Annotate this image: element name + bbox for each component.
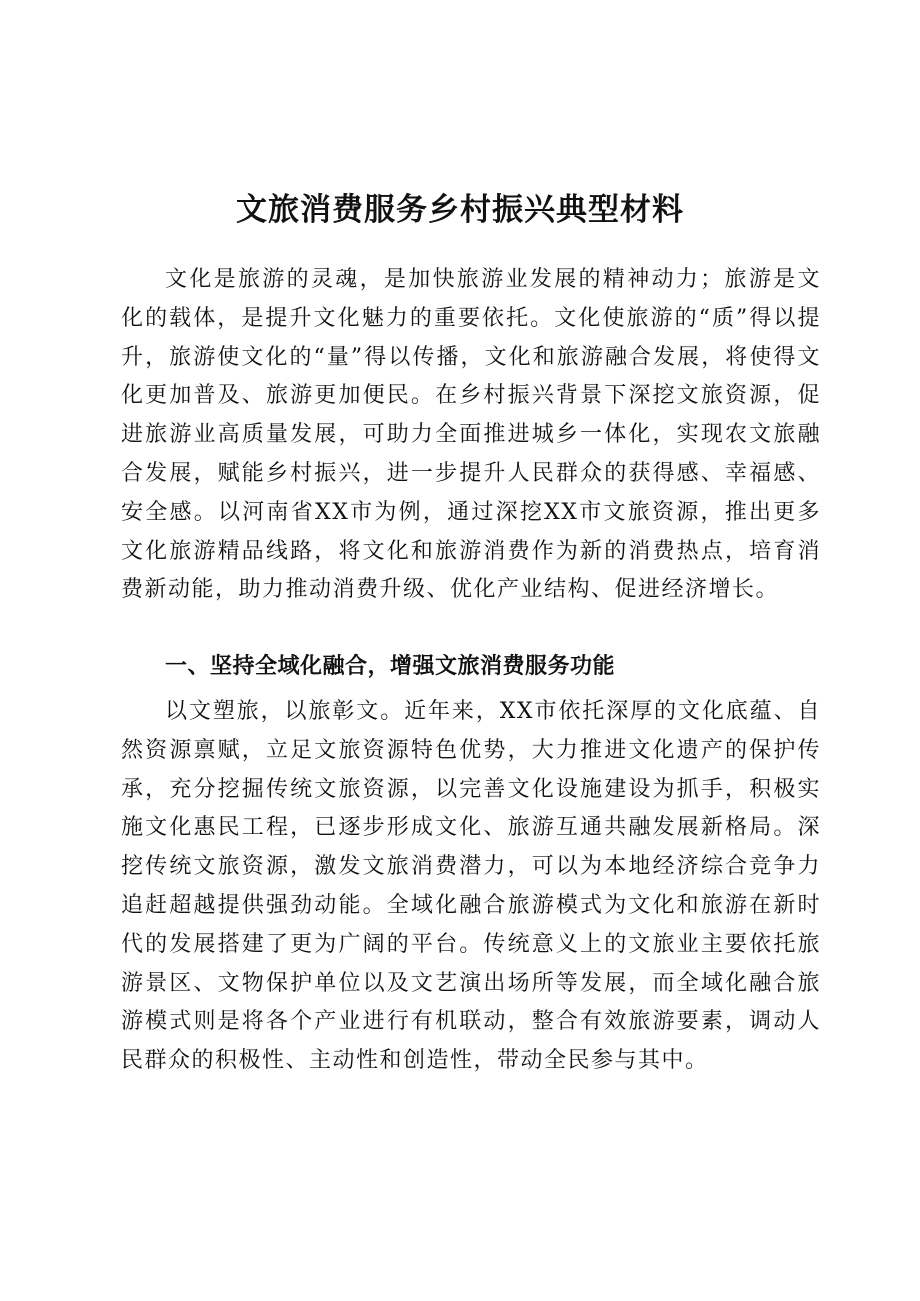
document-title: 文旅消费服务乡村振兴典型材料 (236, 192, 684, 228)
section-heading: 一、坚持全域化融合，增强文旅消费服务功能 (165, 654, 616, 679)
intro-paragraph: 文化是旅游的灵魂，是加快旅游业发展的精神动力；旅游是文化的载体，是提升文化魅力的重要依托。文化使旅游的“质”得以提升，旅游使文化的“量”得以传播，文化和旅游融合发展，将使得文化更加普及、旅游更加便民。在乡村振兴背景下深挖文旅资源，促进旅游业高质量发展，可助力全面推进城乡一体化，实现农文旅融合发展，赋能乡村振兴，进一步提升人民群众的获得感、幸福感、安全感。以河南省XX市为例，通过深挖XX市文旅资源，推出更多文化旅游精品线路，将文化和旅游消费作为新的消费热点，培育消费新动能，助力推动消费升级、优化产业结构、促进经济增长。 (121, 267, 821, 603)
section-paragraph: 以文塑旅，以旅彰文。近年来，XX市依托深厚的文化底蕴、自然资源禀赋，立足文旅资源特色优势，大力推进文化遗产的保护传承，充分挖掘传统文旅资源，以完善文化设施建设为抓手，积极实施文化惠民工程，已逐步形成文化、旅游互通共融发展新格局。深挖传统文旅资源，激发文旅消费潜力，可以为本地经济综合竞争力追赶超越提供强劲动能。全域化融合旅游模式为文化和旅游在新时代的发展搭建了更为广阔的平台。传统意义上的文旅业主要依托旅游景区、文物保护单位以及文艺演出场所等发展，而全域化融合旅游模式则是将各个产业进行有机联动，整合有效旅游要素，调动人民群众的积极性、主动性和创造性，带动全民参与其中。 (121, 699, 821, 1074)
